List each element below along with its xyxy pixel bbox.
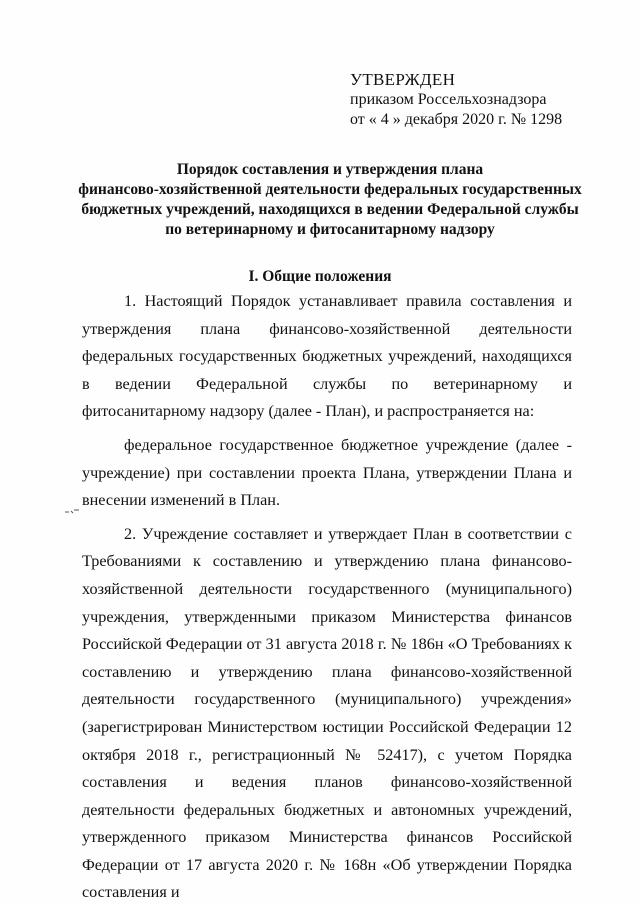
paragraph-3: 2. Учреждение составляет и утверждает План в соответствии с Требованиями к составлению и утверждению плана финансово-хозяйственной деятельности государственного (муниципального) учреждения, утвержденными приказом Министерства финансов Российской Федерации от 31 августа 2018 г. № 186н «О Требованиях к составлению и утверждению плана финансово-хозяйственной деятельности государственного (муниципального) учреждения» (зарегистрирован Министерством юстиции Российской Федерации 12 октября 2018 г., регистрационный № 52417), с учетом Порядка составления и ведения планов финансово-хозяйственной деятельности федеральных бюджетных и автономных учреждений, утвержденного приказом Министерства финансов Российской Федерации от 17 августа 2020 г. № 168н «Об утверждении Порядка составления и — [82, 524, 572, 902]
margin-mark-icon — [64, 508, 80, 514]
approval-heading: УТВЕРЖДЕН — [350, 70, 456, 89]
title-line-3: бюджетных учреждений, находящихся в ведении Федеральной службы — [81, 201, 579, 218]
title-line-1: Порядок составления и утверждения плана — [176, 161, 484, 178]
approval-order-line: приказом Россельхознадзора — [350, 91, 547, 108]
approval-date-line: от « 4 » декабря 2020 г. № 1298 — [350, 111, 563, 128]
approval-block — [350, 70, 562, 130]
document-title — [60, 160, 600, 240]
paragraph-2: федеральное государственное бюджетное учреждение (далее - учреждение) при составлении проекта Плана, утверждении Плана и внесении изменений в План. — [82, 435, 572, 510]
paragraph-1: 1. Настоящий Порядок устанавливает правила составления и утверждения плана финансово-хозяйственной деятельности федеральных государственных бюджетных учреждений, находящихся в ведении Федеральной службы по ветеринарному и фитосанитарному надзору (далее - План), и распространяется на: — [82, 292, 572, 421]
title-line-4: по ветеринарному и фитосанитарному надзору — [165, 221, 495, 238]
section-heading: I. Общие положения — [248, 268, 392, 285]
document-body — [82, 288, 572, 907]
title-line-2: финансово-хозяйственной деятельности федеральных государственных — [78, 181, 582, 198]
